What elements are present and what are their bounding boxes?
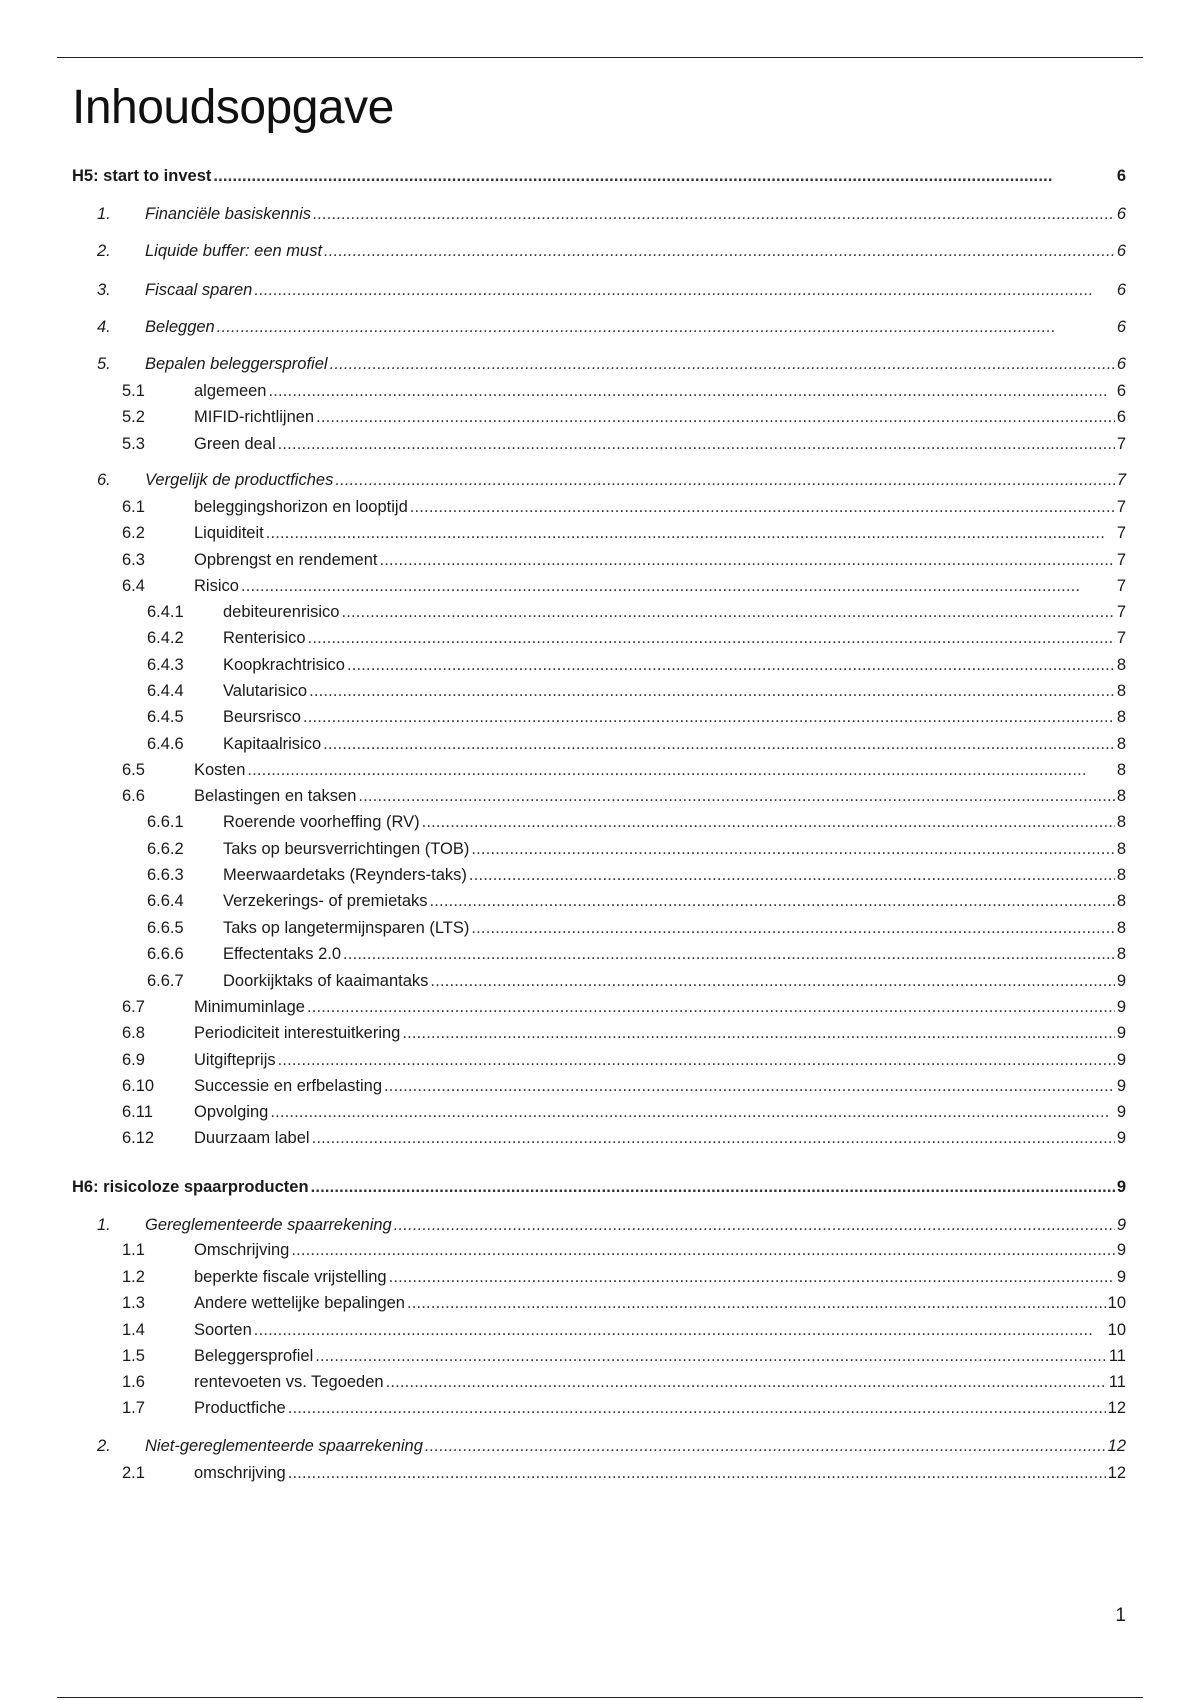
- toc-entry-page: 12: [1107, 1437, 1126, 1455]
- toc-entry-number: 6.12: [122, 1129, 155, 1147]
- toc-entry-label: Taks op langetermijnsparen (LTS): [223, 919, 470, 937]
- toc-entry-page: 7: [1116, 577, 1126, 595]
- toc-dot-leader: [241, 575, 1115, 597]
- toc-entry-page: 6: [1116, 318, 1126, 336]
- toc-dot-leader: [217, 316, 1115, 338]
- toc-entry-page: 8: [1116, 787, 1126, 805]
- toc-entry[interactable]: [72, 1435, 1126, 1457]
- toc-entry-page: 7: [1116, 435, 1126, 453]
- toc-entry[interactable]: [72, 1022, 1126, 1044]
- toc-entry[interactable]: [72, 1049, 1126, 1071]
- toc-entry-number: 1.6: [122, 1373, 145, 1391]
- toc-dot-leader: [312, 1127, 1115, 1149]
- toc-entry[interactable]: [72, 601, 1126, 623]
- toc-entry-page: 11: [1108, 1347, 1126, 1365]
- toc-entry-page: 6: [1116, 242, 1126, 260]
- toc-entry-number: 6.4: [122, 577, 145, 595]
- toc-entry[interactable]: [72, 759, 1126, 781]
- toc-entry[interactable]: [72, 1397, 1126, 1419]
- toc-entry-label: Taks op beursverrichtingen (TOB): [223, 840, 470, 858]
- toc-entry-number: 4.: [97, 318, 111, 336]
- toc-entry-label: debiteurenrisico: [223, 603, 340, 621]
- toc-entry[interactable]: [72, 864, 1126, 886]
- toc-entry-page: 7: [1116, 498, 1126, 516]
- toc-dot-leader: [268, 380, 1114, 402]
- toc-entry-page: 7: [1116, 471, 1126, 489]
- toc-dot-leader: [471, 838, 1114, 860]
- toc-dot-leader: [270, 1101, 1115, 1123]
- toc-entry-label: Kosten: [194, 761, 246, 779]
- toc-entry-label: Periodiciteit interestuitkering: [194, 1024, 401, 1042]
- toc-dot-leader: [309, 680, 1115, 702]
- header-rule: [57, 57, 1143, 58]
- toc-chapter[interactable]: [72, 1176, 1126, 1198]
- toc-entry-number: 1.1: [122, 1241, 145, 1259]
- toc-dot-leader: [430, 890, 1115, 912]
- toc-entry-number: 6.4.6: [147, 735, 184, 753]
- toc-dot-leader: [330, 353, 1115, 375]
- toc-entry[interactable]: [72, 654, 1126, 676]
- toc-entry-number: 2.: [97, 242, 111, 260]
- toc-entry[interactable]: [72, 1319, 1126, 1341]
- toc-entry-number: 5.2: [122, 408, 145, 426]
- toc-entry-number: 6.9: [122, 1051, 145, 1069]
- toc-entry-label: Beleggersprofiel: [194, 1347, 314, 1365]
- toc-entry-label: Vergelijk de productfiches: [145, 471, 334, 489]
- toc-dot-leader: [471, 917, 1114, 939]
- toc-entry-number: 6.2: [122, 524, 145, 542]
- toc-entry-number: 2.: [97, 1437, 111, 1455]
- toc-entry-page: 8: [1116, 813, 1126, 831]
- toc-entry-number: 6.6.4: [147, 892, 184, 910]
- toc-dot-leader: [307, 996, 1115, 1018]
- toc-entry-number: 6.4.3: [147, 656, 184, 674]
- toc-entry[interactable]: [72, 1266, 1126, 1288]
- toc-dot-leader: [358, 785, 1114, 807]
- toc-dot-leader: [308, 627, 1115, 649]
- toc-entry-page: 12: [1107, 1464, 1126, 1482]
- toc-entry[interactable]: [72, 316, 1126, 338]
- toc-dot-leader: [254, 1319, 1106, 1341]
- toc-dot-leader: [410, 496, 1115, 518]
- toc-dot-leader: [278, 433, 1115, 455]
- toc-entry-page: 6: [1116, 408, 1126, 426]
- toc-dot-leader: [384, 1075, 1115, 1097]
- toc-entry-label: Beursrisco: [223, 708, 301, 726]
- toc-entry-page: 6: [1116, 204, 1126, 223]
- toc-entry-number: 6.5: [122, 761, 145, 779]
- toc-entry[interactable]: [72, 706, 1126, 728]
- toc-dot-leader: [422, 811, 1115, 833]
- toc-entry-page: 8: [1116, 866, 1126, 884]
- page-number: 1: [1115, 1605, 1126, 1626]
- toc-entry-label: Belastingen en taksen: [194, 787, 357, 805]
- toc-entry-number: 1.: [97, 204, 111, 223]
- toc-entry-label: Valutarisico: [223, 682, 308, 700]
- page-title: Inhoudsopgave: [72, 81, 394, 134]
- toc-entry-label: Meerwaardetaks (Reynders-taks): [223, 866, 467, 884]
- toc-entry[interactable]: [72, 1214, 1126, 1236]
- toc-entry[interactable]: [72, 917, 1126, 939]
- toc-entry-page: 9: [1116, 1129, 1126, 1147]
- toc-entry-page: 8: [1116, 656, 1126, 674]
- toc-entry-number: 6.4.4: [147, 682, 184, 700]
- toc-entry[interactable]: [72, 785, 1126, 807]
- toc-entry-number: 5.1: [122, 382, 145, 400]
- toc-entry-page: 6: [1116, 167, 1126, 185]
- toc-entry-label: Green deal: [194, 435, 276, 453]
- toc-entry-label: Successie en erfbelasting: [194, 1077, 383, 1095]
- toc-entry-label: Beleggen: [145, 318, 215, 336]
- toc-entry-label: H6: risicoloze spaarproducten: [72, 1178, 309, 1196]
- toc-entry-page: 6: [1116, 281, 1126, 299]
- toc-entry[interactable]: [72, 890, 1126, 912]
- toc-entry-label: Effectentaks 2.0: [223, 945, 342, 963]
- toc-dot-leader: [291, 1239, 1114, 1261]
- toc-entry-number: 6.6.5: [147, 919, 184, 937]
- toc-entry-number: 6.: [97, 471, 111, 489]
- toc-entry-label: Productfiche: [194, 1399, 286, 1417]
- toc-entry[interactable]: [72, 1239, 1126, 1261]
- toc-entry-page: 8: [1116, 945, 1126, 963]
- toc-entry-number: 6.1: [122, 498, 145, 516]
- toc-entry-number: 6.6.6: [147, 945, 184, 963]
- toc-entry-number: 6.6.1: [147, 813, 184, 831]
- toc-dot-leader: [394, 1214, 1115, 1236]
- toc-entry-label: Niet-gereglementeerde spaarrekening: [145, 1437, 423, 1455]
- toc-dot-leader: [311, 1176, 1115, 1198]
- toc-entry-label: Koopkrachtrisico: [223, 656, 345, 674]
- toc-entry-label: Liquiditeit: [194, 524, 264, 542]
- toc-dot-leader: [407, 1292, 1106, 1314]
- toc-entry[interactable]: [72, 1371, 1126, 1393]
- toc-entry[interactable]: [72, 469, 1126, 491]
- toc-dot-leader: [324, 240, 1115, 262]
- toc-entry[interactable]: [72, 433, 1126, 455]
- toc-entry-label: Minimuminlage: [194, 998, 305, 1016]
- toc-entry-number: 6.3: [122, 551, 145, 569]
- toc-entry-page: 9: [1116, 1241, 1126, 1259]
- toc-entry[interactable]: [72, 1462, 1126, 1484]
- toc-entry-page: 8: [1116, 919, 1126, 937]
- toc-entry-page: 7: [1116, 524, 1126, 542]
- toc-dot-leader: [389, 1266, 1115, 1288]
- toc-entry-page: 7: [1116, 629, 1126, 647]
- toc-dot-leader: [347, 654, 1115, 676]
- toc-entry-number: 1.: [97, 1216, 111, 1234]
- toc-entry-number: 6.11: [122, 1103, 153, 1121]
- toc-entry[interactable]: [72, 279, 1126, 301]
- toc-entry-page: 8: [1116, 682, 1126, 700]
- toc-entry-label: Liquide buffer: een must: [145, 242, 323, 260]
- toc-entry-number: 6.6.3: [147, 866, 184, 884]
- toc-dot-leader: [386, 1371, 1107, 1393]
- toc-entry[interactable]: [72, 680, 1126, 702]
- toc-entry-label: Doorkijktaks of kaaimantaks: [223, 972, 429, 990]
- toc-dot-leader: [335, 469, 1114, 491]
- toc-entry[interactable]: [72, 1075, 1126, 1097]
- toc-entry[interactable]: [72, 943, 1126, 965]
- toc-entry-label: Omschrijving: [194, 1241, 290, 1259]
- toc-chapter[interactable]: [72, 165, 1126, 187]
- toc-entry-number: 6.6.7: [147, 972, 184, 990]
- toc-entry[interactable]: [72, 811, 1126, 833]
- toc-entry-label: rentevoeten vs. Tegoeden: [194, 1373, 384, 1391]
- toc-entry-label: beperkte fiscale vrijstelling: [194, 1268, 387, 1286]
- toc-entry[interactable]: [72, 1127, 1126, 1149]
- toc-entry[interactable]: [72, 1292, 1126, 1314]
- toc-dot-leader: [213, 165, 1114, 187]
- toc-entry-label: H5: start to invest: [72, 167, 212, 185]
- toc-entry[interactable]: [72, 549, 1126, 571]
- toc-entry-number: 1.2: [122, 1268, 145, 1286]
- toc-dot-leader: [315, 1345, 1107, 1367]
- toc-entry-page: 6: [1116, 382, 1126, 400]
- toc-dot-leader: [303, 706, 1115, 728]
- toc-entry[interactable]: [72, 496, 1126, 518]
- toc-entry[interactable]: [72, 240, 1126, 262]
- toc-entry-page: 9: [1116, 1103, 1126, 1121]
- toc-entry-page: 8: [1116, 761, 1126, 779]
- toc-entry[interactable]: [72, 838, 1126, 860]
- toc-entry[interactable]: [72, 1345, 1126, 1367]
- toc-entry-label: Opbrengst en rendement: [194, 551, 378, 569]
- toc-entry[interactable]: [72, 575, 1126, 597]
- toc-entry-label: Risico: [194, 577, 239, 595]
- toc-entry-number: 6.7: [122, 998, 145, 1016]
- toc-entry-page: 9: [1116, 1024, 1126, 1042]
- toc-entry-number: 5.: [97, 355, 111, 373]
- toc-entry-label: Gereglementeerde spaarrekening: [145, 1216, 392, 1234]
- toc-dot-leader: [379, 549, 1114, 571]
- toc-entry-label: beleggingshorizon en looptijd: [194, 498, 408, 516]
- toc-entry-label: Roerende voorheffing (RV): [223, 813, 420, 831]
- toc-entry-page: 10: [1107, 1321, 1126, 1339]
- toc-entry-label: Kapitaalrisico: [223, 735, 322, 753]
- toc-entry-number: 6.4.5: [147, 708, 184, 726]
- toc-dot-leader: [288, 1397, 1106, 1419]
- toc-entry-number: 6.8: [122, 1024, 145, 1042]
- toc-entry-page: 11: [1108, 1373, 1126, 1391]
- toc-dot-leader: [316, 406, 1115, 428]
- toc-entry-number: 6.6: [122, 787, 145, 805]
- toc-entry-label: Fiscaal sparen: [145, 281, 253, 299]
- toc-entry-label: MIFID-richtlijnen: [194, 408, 315, 426]
- toc-entry[interactable]: [72, 996, 1126, 1018]
- toc-dot-leader: [341, 601, 1114, 623]
- toc-entry-label: omschrijving: [194, 1464, 286, 1482]
- toc-dot-leader: [323, 733, 1115, 755]
- toc-entry-page: 9: [1116, 1268, 1126, 1286]
- toc-entry-page: 12: [1107, 1399, 1126, 1417]
- toc-dot-leader: [343, 943, 1115, 965]
- toc-entry-number: 1.3: [122, 1294, 145, 1312]
- toc-entry[interactable]: [72, 380, 1126, 402]
- toc-entry-number: 1.5: [122, 1347, 145, 1365]
- toc-dot-leader: [430, 970, 1114, 992]
- toc-dot-leader: [266, 522, 1115, 544]
- toc-entry-label: Opvolging: [194, 1103, 269, 1121]
- toc-entry-number: 3.: [97, 281, 111, 299]
- toc-entry-page: 9: [1116, 1216, 1126, 1234]
- toc-entry-page: 8: [1116, 708, 1126, 726]
- toc-entry[interactable]: [72, 627, 1126, 649]
- toc-entry-label: Financiële basiskennis: [145, 204, 312, 223]
- toc-entry-number: 6.6.2: [147, 840, 184, 858]
- toc-entry[interactable]: [72, 406, 1126, 428]
- toc-entry[interactable]: [72, 733, 1126, 755]
- toc-entry-number: 2.1: [122, 1464, 145, 1482]
- toc-entry-label: Bepalen beleggersprofiel: [145, 355, 328, 373]
- toc-entry[interactable]: [72, 970, 1126, 992]
- toc-entry-number: 6.4.2: [147, 629, 184, 647]
- toc-entry-label: Uitgifteprijs: [194, 1051, 276, 1069]
- toc-dot-leader: [313, 203, 1115, 225]
- toc-entry-page: 9: [1116, 1051, 1126, 1069]
- toc-dot-leader: [402, 1022, 1114, 1044]
- toc-entry-number: 1.7: [122, 1399, 145, 1417]
- toc-entry[interactable]: [72, 1101, 1126, 1123]
- toc-entry-label: Verzekerings- of premietaks: [223, 892, 428, 910]
- toc-entry[interactable]: [72, 203, 1126, 225]
- toc-entry-label: algemeen: [194, 382, 267, 400]
- toc-dot-leader: [254, 279, 1115, 301]
- toc-dot-leader: [247, 759, 1114, 781]
- toc-entry-page: 8: [1116, 735, 1126, 753]
- toc-entry-number: 1.4: [122, 1321, 145, 1339]
- toc-dot-leader: [469, 864, 1115, 886]
- toc-entry[interactable]: [72, 353, 1126, 375]
- toc-dot-leader: [278, 1049, 1115, 1071]
- toc-entry-page: 10: [1107, 1294, 1126, 1312]
- toc-entry-page: 9: [1116, 1077, 1126, 1095]
- toc-entry-number: 5.3: [122, 435, 145, 453]
- toc-dot-leader: [425, 1435, 1106, 1457]
- toc-entry-page: 8: [1116, 840, 1126, 858]
- toc-entry-page: 9: [1116, 972, 1126, 990]
- toc-entry-number: 6.4.1: [147, 603, 184, 621]
- toc-entry-label: Renterisico: [223, 629, 306, 647]
- toc-entry-page: 6: [1116, 355, 1126, 373]
- toc-entry-page: 8: [1116, 892, 1126, 910]
- toc-entry-page: 7: [1116, 551, 1126, 569]
- toc-dot-leader: [288, 1462, 1106, 1484]
- toc-entry-page: 9: [1116, 998, 1126, 1016]
- toc-entry-page: 9: [1116, 1178, 1126, 1196]
- toc-entry-number: 6.10: [122, 1077, 155, 1095]
- footer-rule: [57, 1697, 1143, 1698]
- toc-entry[interactable]: [72, 522, 1126, 544]
- toc-entry-label: Duurzaam label: [194, 1129, 310, 1147]
- toc-entry-label: Andere wettelijke bepalingen: [194, 1294, 405, 1312]
- toc-entry-page: 7: [1116, 603, 1126, 621]
- toc-entry-label: Soorten: [194, 1321, 252, 1339]
